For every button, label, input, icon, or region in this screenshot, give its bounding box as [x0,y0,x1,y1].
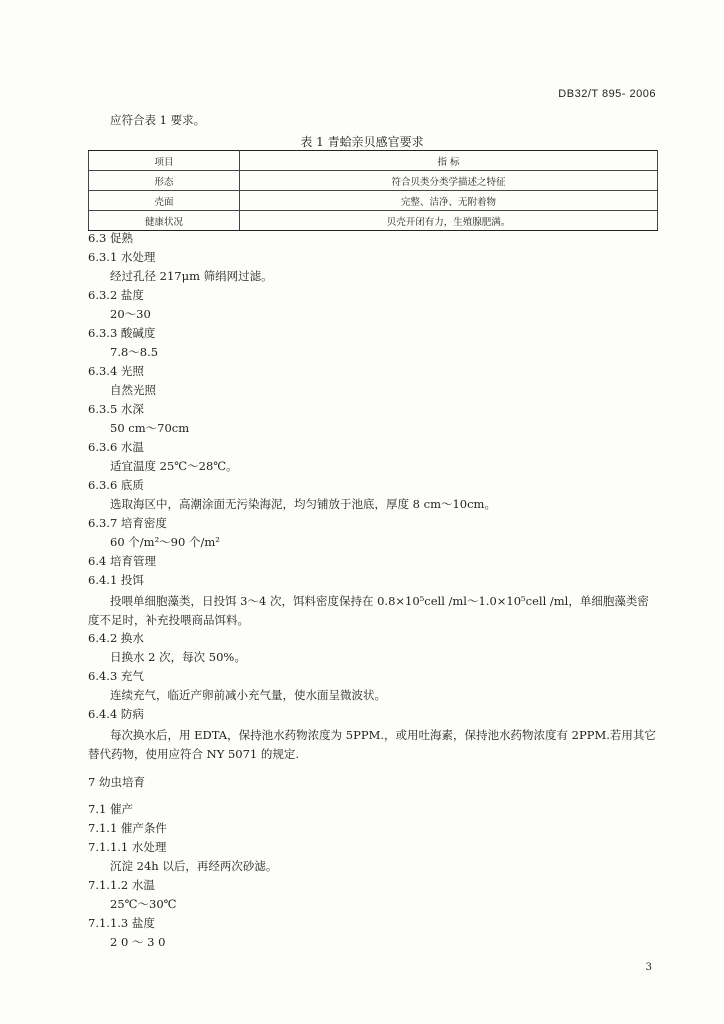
paragraph: 日换水 2 次，每次 50%。 [110,650,246,664]
paragraph: 2 0 ～ 3 0 [110,935,166,949]
paragraph: 7.8～8.5 [110,345,159,359]
subsection-heading: 6.3.2 盐度 [88,288,144,302]
table-header-cell: 指 标 [240,151,658,171]
subsection-heading: 6.3.6 底质 [88,478,144,492]
table-title: 表 1 青蛤亲贝感官要求 [300,135,424,149]
paragraph: 连续充气，临近产卵前减小充气量，使水面呈微波状。 [110,688,386,702]
subsection-heading: 7.1.1.3 盐度 [88,916,155,930]
table-header-cell: 项目 [89,151,240,171]
page-number: 3 [645,962,652,973]
table-cell: 贝壳开闭有力，生殖腺肥满。 [240,211,658,231]
intro-text: 应符合表 1 要求。 [110,113,206,127]
section-heading: 7.1 催产 [88,802,133,816]
subsection-heading: 6.3.5 水深 [88,402,144,416]
paragraph: 每次换水后，用 EDTA，保持池水药物浓度为 5PPM.，或用吐海素，保持池水药物浓度有 2PPM.若用其它替代药物，使用应符合 NY 5071 的规定. [88,728,656,761]
paragraph: 适宜温度 25℃～28℃。 [110,459,238,473]
subsection-heading: 6.3.7 培育密度 [88,516,167,530]
table-cell: 符合贝类分类学描述之特征 [240,171,658,191]
subsection-heading: 6.3.3 酸碱度 [88,326,156,340]
paragraph: 60 个/m²～90 个/m² [110,535,220,549]
paragraph: 25℃～30℃ [110,897,177,911]
table-cell: 健康状况 [89,211,240,231]
section-heading: 6.3 促熟 [88,231,133,245]
subsection-heading: 7.1.1 催产条件 [88,821,167,835]
table-row [89,211,658,231]
subsection-heading: 6.3.6 水温 [88,440,144,454]
table-row [89,191,658,211]
paragraph: 选取海区中，高潮涂面无污染海泥，均匀铺放于池底，厚度 8 cm～10cm。 [110,497,496,511]
subsection-heading: 6.3.1 水处理 [88,250,156,264]
table-cell: 完整、洁净、无附着物 [240,191,658,211]
section-heading: 6.4 培育管理 [88,554,156,568]
subsection-heading: 6.4.4 防病 [88,707,144,721]
chapter-heading: 7 幼虫培育 [88,775,145,789]
paragraph: 50 cm～70cm [110,421,190,435]
paragraph: 20～30 [110,307,151,321]
table-header-row [89,151,658,171]
subsection-heading: 7.1.1.1 水处理 [88,840,167,854]
paragraph: 自然光照 [110,383,156,397]
subsection-heading: 6.4.1 投饵 [88,573,144,587]
subsection-heading: 7.1.1.2 水温 [88,878,155,892]
paragraph: 投喂单细胞藻类，日投饵 3～4 次，饵料密度保持在 0.8×10⁵cell /ml～1.0×10⁵cell /ml，单细胞藻类密度不足时，补充投喂商品饵料。 [88,594,649,627]
sensory-requirements-table [88,150,658,231]
subsection-heading: 6.4.3 充气 [88,669,144,683]
paragraph: 经过孔径 217μm 筛绢网过滤。 [110,269,273,283]
subsection-heading: 6.4.2 换水 [88,631,144,645]
standard-code: DB32/T 895- 2006 [558,88,656,100]
paragraph: 沉淀 24h 以后，再经两次砂滤。 [110,859,278,873]
subsection-heading: 6.3.4 光照 [88,364,144,378]
table-cell: 形态 [89,171,240,191]
table-row [89,171,658,191]
table-cell: 壳面 [89,191,240,211]
